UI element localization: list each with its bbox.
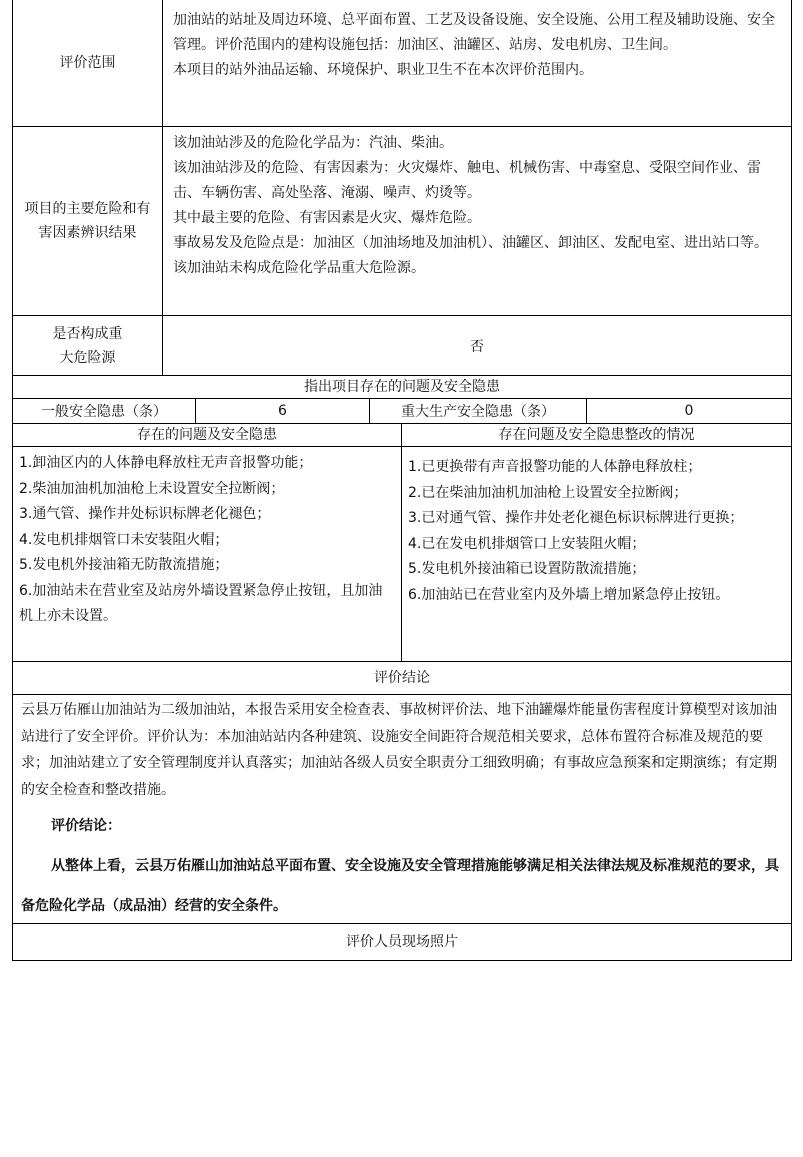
problems-header: 存在的问题及安全隐患 <box>13 424 402 446</box>
conclusion-final: 从整体上看，云县万佑雁山加油站总平面布置、安全设施及安全管理措施能够满足相关法律法规及标准规范的要求，具备危险化学品（成品油）经营的安全条件。 <box>21 857 779 914</box>
hazards-row <box>13 126 791 315</box>
major-hazard-row <box>13 315 791 375</box>
list-item: 2.柴油加油机加油枪上未设置安全拉断阀； <box>19 480 285 497</box>
conclusion-header-row <box>13 661 791 694</box>
list-item: 1.已更换带有声音报警功能的人体静电释放柱； <box>408 459 702 475</box>
list-item: 6.加油站未在营业室及站房外墙设置紧急停止按钮，且加油机上亦未设置。 <box>19 582 383 624</box>
hazards-line: 该加油站涉及的危险化学品为：汽油、柴油。 <box>173 135 453 151</box>
scope-row <box>13 0 791 126</box>
list-item: 5.发电机外接油箱无防散流措施； <box>19 557 229 573</box>
issues-header-row <box>13 375 791 398</box>
hazards-line: 该加油站未构成危险化学品重大危险源。 <box>173 260 425 276</box>
conclusion-row <box>13 694 791 923</box>
list-item: 5.发电机外接油箱已设置防散流措施； <box>408 561 646 577</box>
hazards-line: 事故易发及危险点是：加油区（加油场地及加油机）、油罐区、卸油区、发配电室、进出站口等。 <box>173 235 768 251</box>
issues-lists-row <box>13 446 791 661</box>
fixes-header: 存在问题及安全隐患整改的情况 <box>498 427 695 443</box>
list-item: 4.发电机排烟管口未安装阻火帽； <box>19 531 229 548</box>
problems-list <box>13 447 402 661</box>
counts-row <box>13 398 791 423</box>
major-hazard-value: 否 <box>470 338 484 355</box>
hazards-content <box>163 127 791 315</box>
list-item: 3.通气管、操作井处标识标牌老化褪色； <box>19 506 271 522</box>
general-hazard-count: 6 <box>196 399 370 423</box>
conclusion-subtitle: 评价结论： <box>51 818 121 834</box>
list-item: 2.已在柴油加油机加油枪上设置安全拉断阀； <box>408 484 688 501</box>
list-item: 3.已对通气管、操作井处老化褪色标识标牌进行更换； <box>408 510 744 526</box>
photos-header-row <box>13 923 791 960</box>
major-hazard-count: 0 <box>684 403 694 419</box>
fixes-list <box>402 447 791 661</box>
list-item: 1.卸油区内的人体静电释放柱无声音报警功能； <box>19 455 313 471</box>
evaluation-table <box>12 0 792 961</box>
scope-label: 评价范围 <box>13 0 163 126</box>
scope-line: 本项目的站外油品运输、环境保护、职业卫生不在本次评价范围内。 <box>173 62 593 78</box>
list-item: 4.已在发电机排烟管口上安装阻火帽； <box>408 535 646 552</box>
general-hazard-label: 一般安全隐患（条） <box>13 399 196 423</box>
major-hazard-label: 是否构成重大危险源 <box>13 316 163 375</box>
conclusion-header: 评价结论 <box>374 670 430 686</box>
hazards-label: 项目的主要危险和有害因素辨识结果 <box>13 127 163 315</box>
hazards-line: 其中最主要的危险、有害因素是火灾、爆炸危险。 <box>173 210 481 226</box>
conclusion-content <box>13 695 791 923</box>
scope-content <box>163 0 791 126</box>
major-hazard-count-label: 重大生产安全隐患（条） <box>370 399 587 423</box>
photos-header: 评价人员现场照片 <box>346 934 458 950</box>
issues-columns-row <box>13 423 791 446</box>
list-item: 6.加油站已在营业室内及外墙上增加紧急停止按钮。 <box>408 586 730 603</box>
scope-line: 加油站的站址及周边环境、总平面布置、工艺及设备设施、安全设施、公用工程及辅助设施、安全管理。评价范围内的建构设施包括：加油区、油罐区、站房、发电机房、卫生间。 <box>173 12 775 53</box>
hazards-line: 该加油站涉及的危险、有害因素为：火灾爆炸、触电、机械伤害、中毒窒息、受限空间作业、雷击、车辆伤害、高处坠落、淹溺、噪声、灼烫等。 <box>173 160 761 201</box>
conclusion-body: 云县万佑雁山加油站为二级加油站，本报告采用安全检查表、事故树评价法、地下油罐爆炸能量伤害程度计算模型对该加油站进行了安全评价。评价认为：本加油站站内各种建筑、设施安全间距符合规范相关要求，总体布置符合标准及规范的要求；加油站建立了安全管理制度并认真落实；加油站各级人员安全职责分工细致明确；有事故应急预案和定期演练；有定期的安全检查和整改措施。 <box>21 702 777 798</box>
issues-header: 指出项目存在的问题及安全隐患 <box>304 379 500 395</box>
